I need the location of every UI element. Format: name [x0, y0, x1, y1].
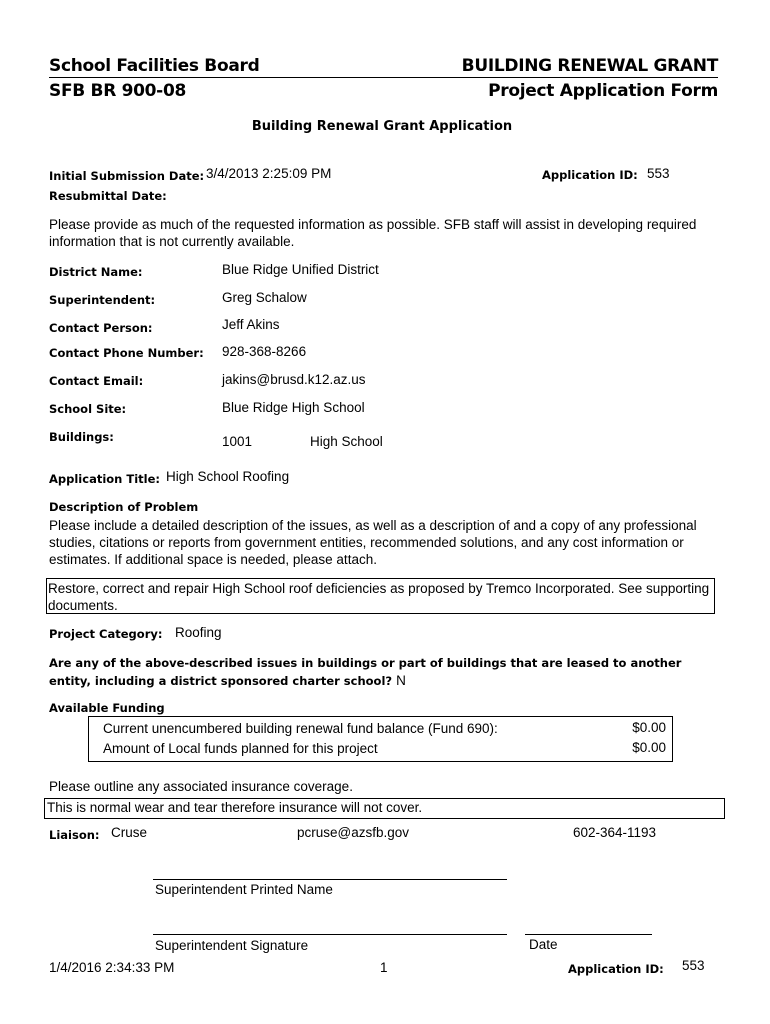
- contact-phone-value: 928-368-8266: [222, 344, 307, 359]
- building-name: High School: [310, 434, 383, 449]
- insurance-value: This is normal wear and tear therefore insurance will not cover.: [47, 800, 423, 815]
- liaison-phone: 602-364-1193: [573, 825, 657, 840]
- funding-row-amount: $0.00: [632, 740, 666, 755]
- project-category-label: Project Category:: [49, 627, 163, 641]
- initial-submission-value: 3/4/2013 2:25:09 PM: [206, 166, 332, 181]
- contact-person-label: Contact Person:: [49, 321, 153, 335]
- building-number: 1001: [222, 434, 253, 449]
- printed-name-line: [153, 879, 507, 880]
- footer-application-id-label: Application ID:: [568, 962, 664, 976]
- funding-row-amount: $0.00: [632, 720, 666, 735]
- date-label: Date: [529, 937, 558, 952]
- page-number: 1: [380, 960, 388, 975]
- liaison-name: Cruse: [111, 825, 148, 840]
- initial-submission-label: Initial Submission Date:: [49, 169, 205, 183]
- description-heading: Description of Problem: [49, 500, 199, 514]
- buildings-label: Buildings:: [49, 430, 114, 444]
- date-line: [525, 934, 652, 935]
- district-label: District Name:: [49, 265, 143, 279]
- superintendent-label: Superintendent:: [49, 293, 156, 307]
- description-box: [46, 578, 715, 614]
- school-site-value: Blue Ridge High School: [222, 400, 365, 415]
- insurance-prompt: Please outline any associated insurance coverage.: [49, 779, 353, 794]
- leased-question: [49, 655, 689, 690]
- superintendent-value: Greg Schalow: [222, 290, 307, 305]
- funding-row-label: Current unencumbered building renewal fund balance (Fund 690):: [103, 721, 498, 736]
- insurance-box: [44, 798, 725, 819]
- description-value: Restore, correct and repair High School roof deficiencies as proposed by Tremco Incorporated. See supporting documents.: [48, 581, 710, 613]
- liaison-label: Liaison:: [49, 828, 100, 842]
- printed-name-label: Superintendent Printed Name: [155, 882, 333, 897]
- section-title: Building Renewal Grant Application: [251, 119, 513, 134]
- header-divider: [49, 77, 718, 78]
- leased-answer: N: [396, 673, 406, 688]
- contact-person-value: Jeff Akins: [222, 317, 280, 332]
- signature-line: [153, 934, 507, 935]
- application-id-value: 553: [647, 166, 670, 181]
- liaison-email: pcruse@azsfb.gov: [297, 825, 410, 840]
- application-title-label: Application Title:: [49, 472, 160, 486]
- form-title: Project Application Form: [488, 81, 718, 101]
- footer-timestamp: 1/4/2016 2:34:33 PM: [49, 960, 175, 975]
- footer-application-id-value: 553: [682, 958, 705, 973]
- district-value: Blue Ridge Unified District: [222, 262, 379, 277]
- funding-box: [88, 716, 673, 762]
- school-site-label: School Site:: [49, 402, 127, 416]
- grant-title: BUILDING RENEWAL GRANT: [461, 56, 718, 76]
- funding-row-label: Amount of Local funds planned for this project: [103, 741, 378, 756]
- project-category-value: Roofing: [175, 625, 222, 640]
- contact-phone-label: Contact Phone Number:: [49, 346, 204, 360]
- resubmittal-label: Resubmittal Date:: [49, 189, 167, 203]
- form-code: SFB BR 900-08: [49, 81, 186, 101]
- funding-heading: Available Funding: [49, 701, 165, 715]
- signature-label: Superintendent Signature: [155, 938, 309, 953]
- org-name: School Facilities Board: [49, 56, 260, 76]
- description-instructions: Please include a detailed description of the issues, as well as a description of and a copy of any professional studies, citations or reports from government entities, recommended solutions, and any cost information or estimates. If additional space is needed, please attach.: [49, 518, 697, 567]
- intro-text: Please provide as much of the requested information as possible. SFB staff will assist in developing required information that is not currently available.: [49, 217, 697, 249]
- application-id-label: Application ID:: [542, 168, 638, 182]
- application-title-value: High School Roofing: [166, 469, 290, 484]
- contact-email-value: jakins@brusd.k12.az.us: [222, 372, 366, 387]
- contact-email-label: Contact Email:: [49, 374, 144, 388]
- leased-question-text: Are any of the above-described issues in buildings or part of buildings that are leased to another entity, including a district sponsored charter school?: [49, 656, 682, 688]
